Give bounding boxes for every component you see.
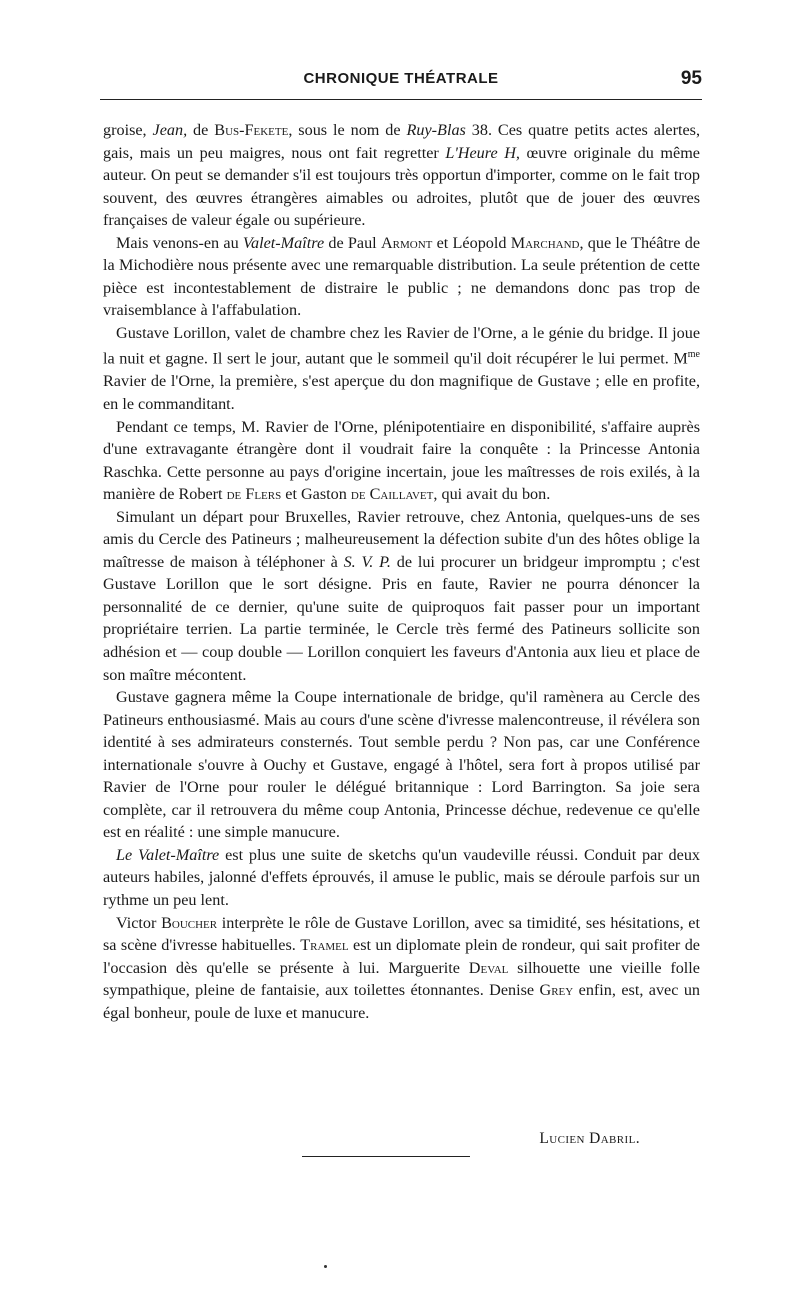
paragraph-4 xyxy=(103,416,700,506)
author-name: Armont xyxy=(380,233,433,252)
text-run: groise, xyxy=(103,121,153,139)
text-run: enfin, est, avec un égal bonheur, poule de luxe et manucure. xyxy=(103,981,701,1022)
italic-title: Valet-Maître xyxy=(242,233,325,252)
end-rule xyxy=(302,1156,470,1157)
italic-title: L'Heure H, xyxy=(445,143,520,162)
text-run: Victor xyxy=(116,913,162,932)
actor-name: Boucher xyxy=(161,913,218,932)
actor-name: Tramel xyxy=(300,936,349,955)
article-body xyxy=(103,119,700,1024)
paragraph-1 xyxy=(103,119,700,232)
text-run: Simulant un départ pour Bruxelles, Ravier retrouve, chez Antonia, quelques-uns de ses amis du Cercle des Patineurs ; malheureusement la défection subite d'un des hôtes oblige la maîtresse de maison à téléphoner à xyxy=(103,507,700,571)
text-run: Pendant ce temps, M. Ravier de l'Orne, plénipotentiaire en disponibilité, s'affaire auprès d'une extravagante étrangère dont il voudrait faire la conquête : la Princesse Antonia Raschka. Cette personne au pays d'origine incertain, joue les maîtresses de rois exilés, à la manière de Robert xyxy=(103,417,700,504)
text-run: Gustave Lorillon, valet de chambre chez les Ravier de l'Orne, a le génie du bridge. Il joue la nuit et gagne. Il sert le jour, autant que le sommeil qu'il doit récupérer le lui permet. M xyxy=(103,323,700,368)
italic-title: Jean, xyxy=(152,121,188,139)
author-name: de Caillavet xyxy=(350,485,434,504)
text-run: Mais venons-en au xyxy=(116,233,243,252)
italic-abbrev: S. V. P. xyxy=(343,552,391,571)
running-header xyxy=(100,68,702,98)
text-run: est plus une suite de sketchs qu'un vaudeville réussi. Conduit par deux auteurs habiles, jalonné d'effets éprouvés, il amuse le public, mais se déroule parfois sur un rythme un peu lent. xyxy=(103,845,701,909)
paragraph-6 xyxy=(103,686,700,844)
actor-name: Deval xyxy=(468,958,509,977)
text-run: de Paul xyxy=(324,233,381,252)
paragraph-3 xyxy=(103,322,700,416)
author-name: Bus-Fekete xyxy=(214,121,289,139)
text-run: , que le Théâtre de la Michodière nous présente avec une remarquable distribution. La seule prétention de cette pièce est incontestablement de distraire le public ; ne demandons donc pas trop de vraisemblance à l'affabulation. xyxy=(103,233,700,320)
text-run: est un diplomate plein de rondeur, qui sait profiter de l'occasion dès qu'elle se présente à lui. Marguerite xyxy=(103,936,700,977)
superscript: me xyxy=(687,349,700,361)
header-rule xyxy=(100,99,702,100)
paragraph-7 xyxy=(103,844,700,912)
text-run: interprète le rôle de Gustave Lorillon, avec sa timidité, ses hésitations, et sa scène d'ivresse habituelles. xyxy=(103,913,700,955)
actor-name: Grey xyxy=(539,981,574,1000)
paragraph-2 xyxy=(103,232,700,322)
text-run: et Gaston xyxy=(281,485,351,504)
page-number: 95 xyxy=(680,68,702,89)
text-run: silhouette une vieille folle sympathique, pleine de fantaisie, aux toilettes étonnantes. Denise xyxy=(103,958,700,1000)
print-speck xyxy=(324,1265,327,1268)
text-run: de xyxy=(187,121,215,139)
running-title: CHRONIQUE THÉATRALE xyxy=(303,70,499,87)
text-run: œuvre originale du même auteur. On peut se demander s'il est toujours très opportun d'importer, comme on le fait trop souvent, des œuvres étrangères aimables ou adroites, plutôt que de jouer des œuvres françaises de valeur égale ou supérieure. xyxy=(103,143,700,230)
italic-title: Ruy-Blas xyxy=(406,121,466,139)
text-run: , sous le nom de xyxy=(288,121,407,139)
text-run: et Léopold xyxy=(432,233,511,252)
text-run: 38. Ces quatre petits actes alertes, gais, mais un peu maigres, nous ont fait regretter xyxy=(103,121,701,162)
paragraph-8 xyxy=(103,912,700,1025)
author-name: Marchand xyxy=(510,233,580,252)
text-run: Gustave gagnera même la Coupe internationale de bridge, qu'il ramènera au Cercle des Patineurs enthousiasmé. Mais au cours d'une scène d'ivresse malencontreuse, il révélera son identité à ses admirateurs consternés. Tout semble perdu ? Non pas, car une Conférence internationale s'ouvre à Ouchy et Gustave, engagé à l'hôtel, sera fort à propos utilisé par Ravier de l'Orne pour rouler le délégué britannique : Lord Barrington. Sa joie sera complète, car il retrouvera du même coup Antonia, Princesse déchue, redevenue ce qu'elle est en réalité : une simple manucure. xyxy=(103,688,700,842)
text-run: , qui avait du bon. xyxy=(433,485,551,504)
text-run: de lui procurer un bridgeur impromptu ; c'est Gustave Lorillon que le sort désigne. Pris en faute, Ravier ne pourra dénoncer la personnalité de ce dernier, qu'une suite de quiproquos fait passer pour un important propriétaire terrien. La partie terminée, le Cercle très fermé des Patineurs sollicite son adhésion et — coup double — Lorillon conquiert les faveurs d'Antonia aux lieu et place de son maître mécontent. xyxy=(103,552,700,684)
italic-title: Le Valet-Maître xyxy=(116,845,220,864)
text-run: Ravier de l'Orne, la première, s'est aperçue du don magnifique de Gustave ; elle en profite, en le commanditant. xyxy=(103,372,700,413)
paragraph-5 xyxy=(103,506,700,686)
author-signature: Lucien Dabril. xyxy=(539,1130,640,1147)
author-name: de Flers xyxy=(226,485,282,504)
